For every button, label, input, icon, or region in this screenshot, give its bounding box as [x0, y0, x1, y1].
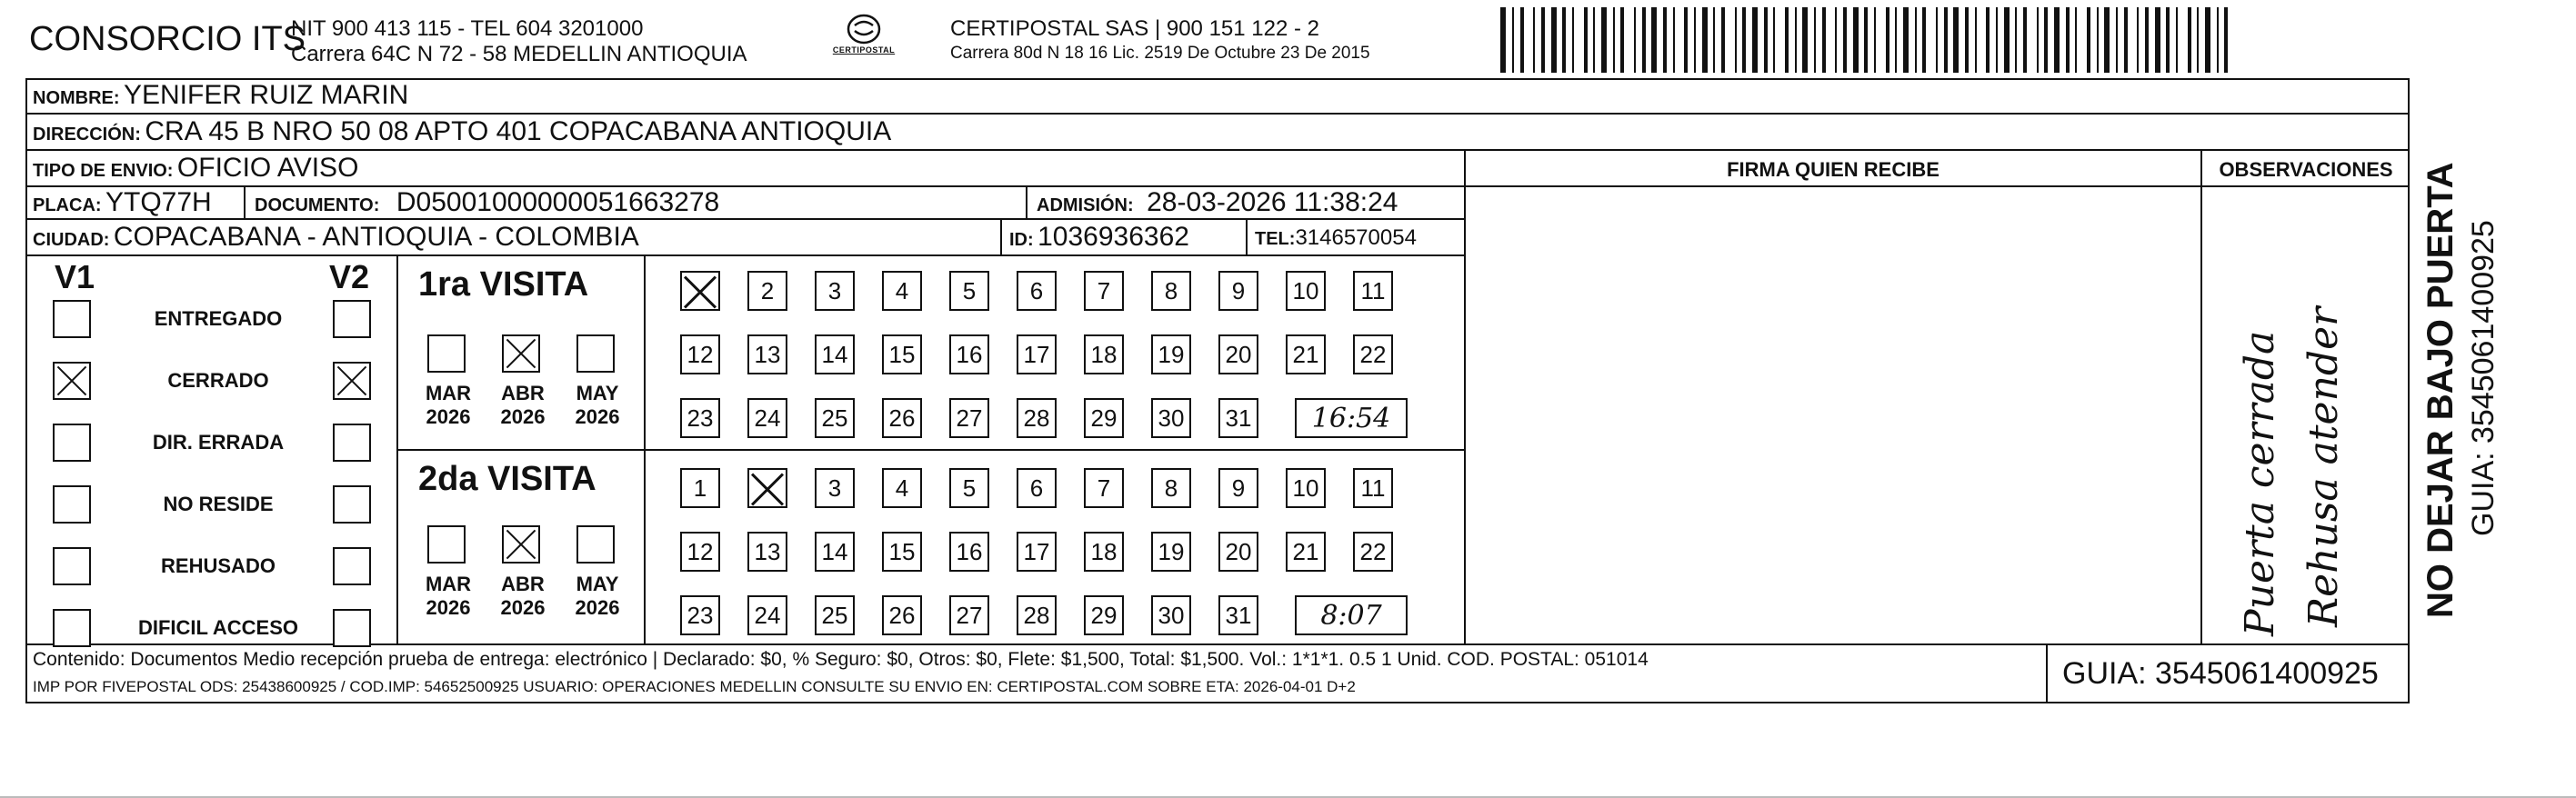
day-box[interactable]: 27 — [949, 595, 989, 635]
month-label: MAR 2026 — [425, 382, 472, 428]
nombre-row — [33, 80, 408, 111]
day-box[interactable] — [747, 468, 787, 508]
tipo-label: TIPO DE ENVIO: — [33, 161, 174, 181]
certipostal-line: CERTIPOSTAL SAS | 900 151 122 - 2 — [950, 16, 1319, 41]
day-box[interactable]: 19 — [1151, 532, 1191, 572]
day-box[interactable]: 14 — [815, 532, 855, 572]
day-box[interactable]: 30 — [1151, 595, 1191, 635]
side-guia: GUIA: 3545061400925 — [2466, 220, 2501, 536]
status-v2-checkbox[interactable] — [333, 362, 371, 400]
day-box[interactable]: 1 — [680, 468, 720, 508]
observaciones-header: OBSERVACIONES — [2219, 158, 2393, 181]
status-v2-checkbox[interactable] — [333, 424, 371, 462]
barcode — [1500, 7, 2228, 73]
nit-line: NIT 900 413 115 - TEL 604 3201000 — [291, 16, 644, 41]
day-box[interactable]: 31 — [1218, 595, 1258, 635]
day-box[interactable]: 13 — [747, 334, 787, 374]
status-label: DIR. ERRADA — [152, 431, 285, 454]
status-v1-checkbox[interactable] — [53, 609, 91, 647]
month-checkbox-abr[interactable] — [502, 525, 540, 564]
day-box[interactable]: 4 — [882, 468, 922, 508]
month-label: MAR 2026 — [425, 573, 472, 619]
day-box[interactable]: 10 — [1286, 271, 1326, 311]
month-checkbox-may[interactable] — [576, 525, 615, 564]
status-label: NO RESIDE — [163, 493, 274, 515]
status-v1-checkbox[interactable] — [53, 485, 91, 524]
visit-time-box: 16:54 — [1295, 398, 1408, 438]
day-box[interactable]: 19 — [1151, 334, 1191, 374]
status-v1-checkbox[interactable] — [53, 300, 91, 338]
day-box[interactable]: 15 — [882, 334, 922, 374]
logo-text: CERTIPOSTAL — [832, 45, 896, 55]
day-box[interactable]: 5 — [949, 468, 989, 508]
day-box[interactable]: 18 — [1084, 532, 1124, 572]
day-box[interactable]: 22 — [1353, 532, 1393, 572]
company-address: Carrera 64C N 72 - 58 MEDELLIN ANTIOQUIA — [291, 42, 747, 66]
month-label: MAY 2026 — [575, 573, 620, 619]
day-box[interactable]: 22 — [1353, 334, 1393, 374]
day-box[interactable]: 3 — [815, 271, 855, 311]
day-box[interactable]: 29 — [1084, 595, 1124, 635]
day-box[interactable]: 12 — [680, 334, 720, 374]
status-v2-checkbox[interactable] — [333, 485, 371, 524]
day-box[interactable]: 15 — [882, 532, 922, 572]
day-box[interactable]: 26 — [882, 398, 922, 438]
placa-cell — [33, 187, 212, 218]
status-label: CERRADO — [167, 369, 269, 392]
month-label: ABR 2026 — [500, 382, 546, 428]
status-label: ENTREGADO — [154, 307, 283, 330]
status-label: DIFICIL ACCESO — [137, 616, 298, 639]
direccion-label: DIRECCIÓN: — [33, 125, 141, 145]
tipo-row — [33, 153, 358, 184]
placa-label: PLACA: — [33, 195, 102, 215]
day-box[interactable]: 17 — [1017, 532, 1057, 572]
month-checkbox-abr[interactable] — [502, 334, 540, 373]
day-box[interactable]: 8 — [1151, 468, 1191, 508]
month-label: MAY 2026 — [575, 382, 620, 428]
ciudad-label: CIUDAD: — [33, 230, 110, 250]
tel-label: TEL: — [1255, 229, 1296, 249]
placa-value: YTQ77H — [105, 187, 212, 217]
nombre-value: YENIFER RUIZ MARIN — [124, 80, 409, 110]
day-box[interactable]: 2 — [747, 271, 787, 311]
day-box[interactable] — [680, 271, 720, 311]
day-box[interactable]: 7 — [1084, 468, 1124, 508]
observacion-handwritten-1: Puerta cerrada — [2237, 330, 2283, 636]
status-v1-checkbox[interactable] — [53, 547, 91, 585]
day-box[interactable]: 6 — [1017, 271, 1057, 311]
day-box[interactable]: 4 — [882, 271, 922, 311]
day-box[interactable]: 24 — [747, 398, 787, 438]
tel-cell — [1255, 225, 1417, 251]
day-box[interactable]: 21 — [1286, 334, 1326, 374]
ciudad-value: COPACABANA - ANTIOQUIA - COLOMBIA — [113, 222, 639, 252]
documento-cell — [255, 187, 719, 218]
day-box[interactable]: 27 — [949, 398, 989, 438]
company-name: CONSORCIO ITS — [29, 20, 306, 58]
id-label: ID: — [1009, 230, 1034, 250]
day-box[interactable]: 6 — [1017, 468, 1057, 508]
day-box[interactable]: 16 — [949, 334, 989, 374]
v1-header: V1 — [55, 258, 95, 295]
day-box[interactable]: 23 — [680, 595, 720, 635]
day-box[interactable]: 5 — [949, 271, 989, 311]
visit2-title: 2da VISITA — [418, 460, 596, 498]
month-checkbox-may[interactable] — [576, 334, 615, 373]
visit1-title: 1ra VISITA — [418, 265, 589, 304]
day-box[interactable]: 11 — [1353, 468, 1393, 508]
day-box[interactable]: 14 — [815, 334, 855, 374]
status-v2-checkbox[interactable] — [333, 609, 371, 647]
v2-header: V2 — [329, 258, 370, 295]
day-box[interactable]: 16 — [949, 532, 989, 572]
status-v1-checkbox[interactable] — [53, 424, 91, 462]
day-box[interactable]: 28 — [1017, 398, 1057, 438]
month-checkbox-mar[interactable] — [427, 525, 466, 564]
day-box[interactable]: 9 — [1218, 271, 1258, 311]
day-box[interactable]: 20 — [1218, 532, 1258, 572]
day-box[interactable]: 21 — [1286, 532, 1326, 572]
month-checkbox-mar[interactable] — [427, 334, 466, 373]
footer-impresion: IMP POR FIVEPOSTAL ODS: 25438600925 / COD.IMP: 54652500925 USUARIO: OPERACIONES MEDELLIN CONSULTE SU ENVIO EN: CERTIPOSTAL.COM SOBRE ETA: 2026-04-01 D+2 — [33, 678, 1356, 695]
status-v1-checkbox[interactable] — [53, 362, 91, 400]
day-box[interactable]: 25 — [815, 595, 855, 635]
status-v2-checkbox[interactable] — [333, 300, 371, 338]
day-box[interactable]: 9 — [1218, 468, 1258, 508]
day-box[interactable]: 24 — [747, 595, 787, 635]
day-box[interactable]: 23 — [680, 398, 720, 438]
id-value: 1036936362 — [1037, 222, 1189, 252]
day-box[interactable]: 11 — [1353, 271, 1393, 311]
admision-cell — [1037, 187, 1398, 218]
day-box[interactable]: 12 — [680, 532, 720, 572]
direccion-value: CRA 45 B NRO 50 08 APTO 401 COPACABANA ANTIOQUIA — [145, 116, 892, 146]
direccion-row — [33, 116, 891, 147]
id-cell — [1009, 222, 1189, 253]
month-label: ABR 2026 — [500, 573, 546, 619]
admision-value: 28-03-2026 11:38:24 — [1147, 187, 1398, 217]
visit-time-box: 8:07 — [1295, 595, 1408, 635]
status-label: REHUSADO — [161, 554, 276, 577]
day-box[interactable]: 10 — [1286, 468, 1326, 508]
day-box[interactable]: 29 — [1084, 398, 1124, 438]
side-notice: NO DEJAR BAJO PUERTA — [2421, 162, 2461, 618]
day-box[interactable]: 13 — [747, 532, 787, 572]
day-box[interactable]: 18 — [1084, 334, 1124, 374]
day-box[interactable]: 26 — [882, 595, 922, 635]
tipo-value: OFICIO AVISO — [176, 153, 359, 183]
day-box[interactable]: 8 — [1151, 271, 1191, 311]
day-box[interactable]: 28 — [1017, 595, 1057, 635]
footer-contenido: Contenido: Documentos Medio recepción prueba de entrega: electrónico | Declarado: $0, % Seguro: $0, Otros: $0, Flete: $1,500, Total: $1,500. Vol.: 1*1*1. 0.5 1 Unid. COD. POSTAL: 051014 — [33, 649, 1649, 670]
day-box[interactable]: 25 — [815, 398, 855, 438]
documento-label: DOCUMENTO: — [255, 195, 380, 215]
certipostal-logo — [823, 13, 905, 65]
documento-value: D05001000000051663278 — [396, 187, 720, 217]
day-box[interactable]: 7 — [1084, 271, 1124, 311]
certipostal-license: Carrera 80d N 18 16 Lic. 2519 De Octubre 23 De 2015 — [950, 44, 1370, 63]
observacion-handwritten-2: Rehusa atender — [2300, 306, 2347, 627]
day-box[interactable]: 20 — [1218, 334, 1258, 374]
footer-guia: GUIA: 3545061400925 — [2062, 656, 2379, 691]
status-v2-checkbox[interactable] — [333, 547, 371, 585]
tel-value: 3146570054 — [1295, 225, 1417, 250]
admision-label: ADMISIÓN: — [1037, 195, 1134, 215]
ciudad-cell — [33, 222, 639, 253]
day-box[interactable]: 3 — [815, 468, 855, 508]
day-box[interactable]: 17 — [1017, 334, 1057, 374]
firma-header: FIRMA QUIEN RECIBE — [1727, 158, 1940, 181]
nombre-label: NOMBRE: — [33, 88, 120, 108]
day-box[interactable]: 30 — [1151, 398, 1191, 438]
day-box[interactable]: 31 — [1218, 398, 1258, 438]
